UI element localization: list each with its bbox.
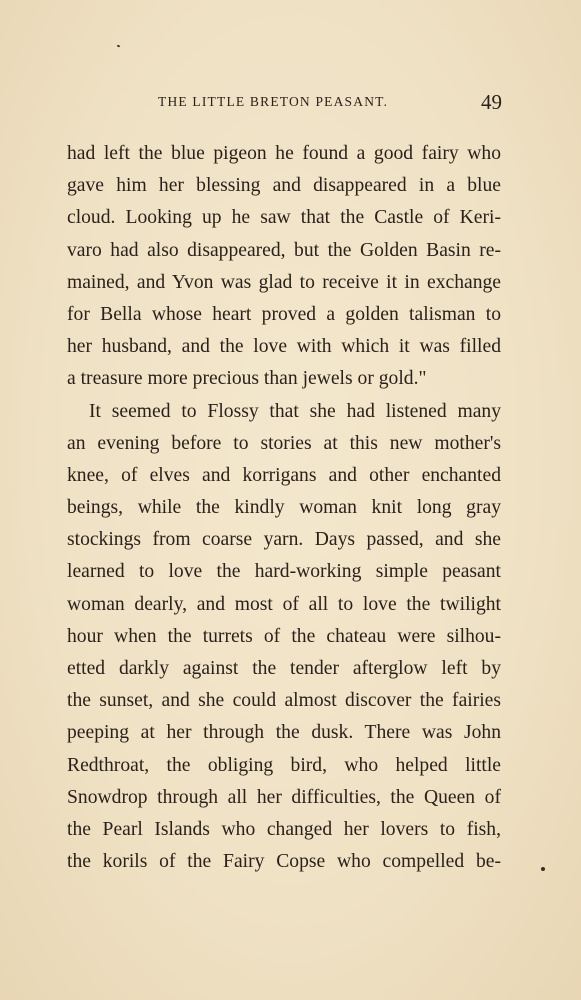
- page-number: 49: [481, 90, 502, 114]
- body-text: [67, 138, 501, 878]
- text-line: cloud. Looking up he saw that the Castle of Keri-: [67, 207, 501, 229]
- text-line: learned to love the hard-working simple peasant: [67, 561, 501, 583]
- text-line: a treasure more precious than jewels or gold.": [67, 368, 427, 390]
- running-head: [66, 92, 504, 114]
- text-line: varo had also disappeared, but the Golden Basin re-: [67, 239, 501, 261]
- text-line: peeping at her through the dusk. There was John: [67, 722, 501, 744]
- text-line: It seemed to Flossy that she had listened many: [89, 400, 501, 422]
- ink-speck: [541, 867, 545, 871]
- text-line: knee, of elves and korrigans and other enchanted: [67, 464, 501, 486]
- text-line: for Bella whose heart proved a golden talisman to: [67, 303, 501, 325]
- text-line: the Pearl Islands who changed her lovers to fish,: [67, 818, 501, 840]
- text-line: gave him her blessing and disappeared in a blue: [67, 175, 501, 197]
- text-line: Redthroat, the obliging bird, who helped little: [67, 754, 501, 776]
- text-line: had left the blue pigeon he found a good fairy who: [67, 143, 501, 164]
- text-line: the sunset, and she could almost discover the fairies: [67, 690, 501, 712]
- text-line: hour when the turrets of the chateau were silhou-: [67, 625, 501, 647]
- text-line: etted darkly against the tender afterglow left by: [67, 658, 501, 679]
- text-line: an evening before to stories at this new mother's: [67, 432, 501, 454]
- text-line: stockings from coarse yarn. Days passed, and she: [67, 529, 501, 551]
- running-title: THE LITTLE BRETON PEASANT.: [158, 94, 389, 109]
- text-line: Snowdrop through all her difficulties, the Queen of: [67, 786, 501, 808]
- text-line: woman dearly, and most of all to love the twilight: [67, 593, 501, 615]
- text-line: mained, and Yvon was glad to receive it in exchange: [67, 271, 501, 293]
- text-line: beings, while the kindly woman knit long gray: [67, 497, 501, 519]
- text-line: the korils of the Fairy Copse who compelled be-: [67, 851, 501, 873]
- text-line: her husband, and the love with which it was filled: [67, 336, 501, 358]
- ink-speck: [117, 44, 121, 47]
